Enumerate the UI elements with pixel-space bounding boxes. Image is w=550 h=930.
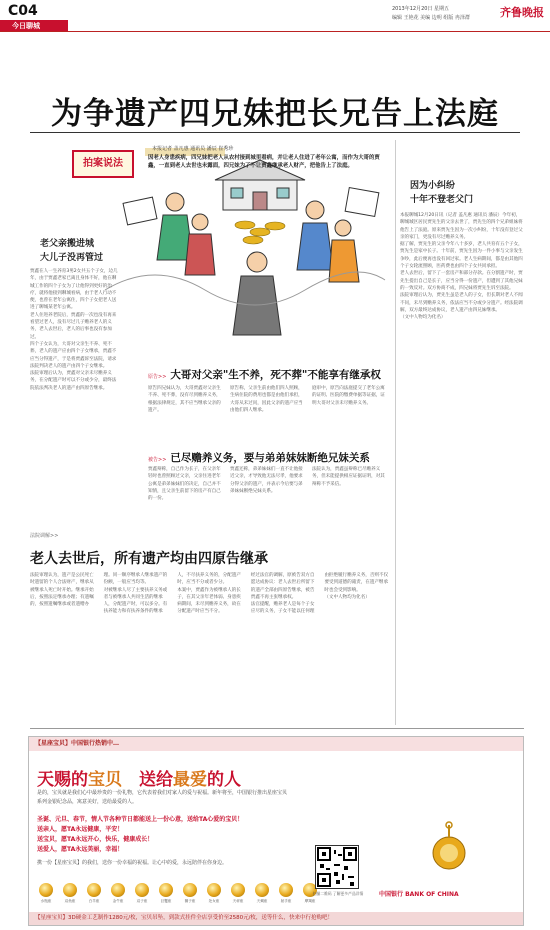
- left-subhead-1: 老父亲搬进城: [40, 239, 95, 249]
- case2-body: [148, 466, 388, 528]
- coins-drawing: [235, 221, 285, 244]
- product-item[interactable]: 金牛座: [107, 879, 129, 913]
- ad-title-c: 送给: [139, 770, 173, 790]
- bottom-paragraph: 法院审理认为，遗产是公民死亡时遗留的个人合法财产，继承从被继承人死亡时开始。继承开始后，按照法定继承办理；有遗嘱的，按照遗嘱继承或者遗赠办理。同一顺序继承人继承遗产的份额，一般应当均等。: [30, 573, 168, 608]
- zodiac-pendant-icon: [255, 883, 269, 897]
- case2-paragraph: 法院认为，贾鑫虽辩称已尽赡养义务，但未能提供相应证据证明，对其辩称不予采信。: [312, 467, 385, 487]
- right-subhead-2: 十年不登老父门: [410, 195, 474, 205]
- byline: 本报记者 盖凡惠 通讯员 潘辰 崔秀珍: [152, 146, 234, 152]
- product-item[interactable]: 摩羯座: [299, 879, 321, 913]
- column-badge: 拍案说法: [72, 150, 134, 178]
- bottom-note: （文中人物均为化名）: [324, 594, 370, 600]
- cartoon-illustration: [85, 140, 390, 345]
- ad-top-bar: 【星座宝贝】中国银行热销中…: [29, 737, 523, 751]
- right-paragraph: 法院审理后认为，贾先生虽是老人的子女，但长期对老人不闻不问，未尽到赡养义务，依法应当不分或少分遗产。经法院调解，双方最终达成协议，老人遗产由四兄妹继承。: [400, 293, 523, 313]
- zodiac-pendant-icon: [135, 883, 149, 897]
- left-paragraph: 法院审理后认为，贾鑫对父亲未尽赡养义务，在分配遗产时可以不分或少分，最终法院依法判决老人的遗产由四原告继承。: [30, 371, 117, 391]
- headline-rule: [30, 132, 520, 133]
- zodiac-pendant-icon: [207, 883, 221, 897]
- zodiac-pendant-icon: [87, 883, 101, 897]
- bottom-paragraph: 经过法官的调解，原被告双方自愿达成协议：老人去世后所留下的遗产全部由四原告继承，被告贾鑫不再主张继承权。: [250, 573, 315, 600]
- ad-bottom-strip: 【星座宝贝】3D硬金工艺制作1280元/枚，宝贝吊坠，到款式挂件全店享受价至2580元/枚，送等什么，快来中行抢购吧！: [29, 912, 523, 925]
- case1-paragraph: 庭审中，原告向法庭提交了老年公寓的证明、医院的缴费单据等证据，证明大哥对父亲未尽赡养义务。: [312, 386, 385, 406]
- right-paragraph: 据了解，贾先生的父亲今年八十多岁，老人共育有五个子女，贾先生是家中长子。十年前，贾先生因为一件小事与父亲发生争吵，此后便再也没有回过家。老人生病期间，都是由其他四个子女轮流照顾，医药费也由四个子女共同承担。: [400, 242, 523, 270]
- bottom-title: 老人去世后，所有遗产均由四原告继承: [30, 551, 268, 567]
- ad-red-list: [37, 815, 287, 855]
- ad-products: [35, 879, 335, 913]
- ad-foot: 携一份【星座宝贝】的我们，送你一份幸福的祝福。让心中的爱，永远陪伴在你身边。: [37, 860, 228, 866]
- left-paragraph: 四个子女认为，大哥对父亲生不养、死不葬，老人的遗产应由四个子女继承，贾鑫不应当分得遗产，于是将贾鑫诉至法院，请求法院判决老人的遗产由四个子女继承。: [30, 341, 117, 369]
- case1-title: 大哥对父亲"生不养，死不葬"不能享有继承权: [170, 369, 381, 381]
- figure-center: [233, 252, 281, 335]
- case1-banner: [148, 367, 381, 382]
- product-item[interactable]: 双子座: [131, 879, 153, 913]
- lead-paragraph: 因老人身患疾病，四兄妹把老人从农村接到城里看病，并让老人住进了老年公寓，而作为大哥的贾鑫，一直到老人去世也未露面，四兄妹为了不让贾鑫继承老人财产，把他告上了法庭。: [148, 155, 380, 169]
- bottom-paragraph: 法官提醒，赡养老人是每个子女应尽的义务，子女不能以任何理由拒绝履行赡养义务，否则不仅要受到道德的谴责，在遗产继承时也会受到影响。: [250, 573, 388, 615]
- product-item[interactable]: 双鱼座: [59, 879, 81, 913]
- bottom-body: [30, 572, 392, 722]
- gold-pendant-icon: [419, 819, 479, 879]
- advertisement[interactable]: [28, 736, 524, 926]
- ad-title-e: 的人: [207, 770, 241, 790]
- case2-paragraph: 贾鑫辩称，自己作为长子，在父亲年轻时也曾照顾过父亲，父亲住进老年公寓是弟弟妹妹们的决定，自己并不知情，且父亲生前留下的房产有自己的一份。: [148, 467, 221, 502]
- figures-left: [123, 193, 215, 275]
- product-item[interactable]: 水瓶座: [35, 879, 57, 913]
- ad-title-b: 宝贝: [88, 770, 122, 790]
- right-note: （文中人物均为化名）: [400, 315, 446, 321]
- case2-label: 被告>>: [148, 457, 167, 463]
- left-paragraph: 老人住进养老院后，贾鑫的一次也没有再来看望过老人，没有尽过儿子赡养老人的义务，老人去世后，老人的后事也没有参加过。: [30, 312, 117, 340]
- ad-title-a: 天赐的: [37, 770, 88, 790]
- zodiac-pendant-icon: [63, 883, 77, 897]
- zodiac-pendant-icon: [183, 883, 197, 897]
- product-item[interactable]: 巨蟹座: [155, 879, 177, 913]
- zodiac-pendant-icon: [39, 883, 53, 897]
- product-item[interactable]: 射手座: [275, 879, 297, 913]
- right-paragraph: 老人去世后，留下了一套房产和部分存款。在分割遗产时，贾先生提出自己是长子，应当分得一份遗产，但遭到了其他兄妹的一致反对。双方协商不成，四兄妹将贾先生诉至法院。: [400, 271, 523, 291]
- case2-banner: [148, 450, 370, 465]
- right-paragraph: 本报聊城12月20日讯（记者 盖凡惠 通讯员 潘辰）今年初，聊城城区居民贾先生的父亲去世了，贾先生的四个兄弟姐妹将他告上了法庭。原来贾先生因为一次小纠纷，十年没有登过父亲的家门，更没有尽过赡养义务。: [400, 213, 523, 240]
- product-item[interactable]: 狮子座: [179, 879, 201, 913]
- qr-code-icon[interactable]: [315, 845, 359, 889]
- ad-red-line: 送亲人，愿TA永远健康，平安！: [37, 826, 124, 833]
- left-subhead-2: 大儿子没再管过: [40, 253, 104, 263]
- bottom-paragraph: 本案中，贾鑫作为被继承人的长子，在其父亲年老体弱、身患疾病期间，未尽到赡养义务，故在分配遗产时应当不分。: [177, 587, 241, 615]
- edition-meta: [392, 5, 502, 23]
- editor-line: 编辑 王艳花 美编 边明 组版 冉泽群: [392, 15, 470, 21]
- case1-paragraph: 原告称，父亲生前由他们四人照顾，生病住院的费用也都是由他们承担，大哥从未过问，因此父亲的遗产应当由他们四人继承。: [230, 386, 303, 413]
- ad-divider: [30, 728, 524, 729]
- product-item[interactable]: 处女座: [203, 879, 225, 913]
- ad-red-line: 圣诞、元旦、春节，情人节各种节日都能送上一份心意，送给TA心爱的宝贝！: [37, 816, 244, 823]
- section-label: 今日聊城: [12, 22, 40, 30]
- page-number: C04: [8, 3, 38, 19]
- product-item[interactable]: 天秤座: [227, 879, 249, 913]
- headline: 为争遗产四兄妹把长兄告上法庭: [51, 96, 499, 132]
- ad-red-line: 送宝贝，愿TA永远开心，快乐，健康成长！: [37, 836, 154, 843]
- ad-title: [37, 765, 241, 790]
- header-rule: [0, 31, 550, 32]
- column-divider: [395, 140, 396, 725]
- zodiac-pendant-icon: [231, 883, 245, 897]
- date-line: 2013年12月20日 星期五: [392, 6, 450, 12]
- left-column-body: [30, 268, 120, 523]
- qr-label: 扫描二维码 了解更多产品详情: [312, 891, 364, 896]
- bank-logo: 中国银行 BANK OF CHINA: [379, 891, 459, 898]
- ad-body: 是的，宝贝就是我们心中最珍贵的一份礼物，它代表着我们对家人的爱与祝福。新年将至，中国银行推出星座宝贝系列金银纪念品，寓意美好，送给最爱的人。: [37, 790, 288, 805]
- right-subhead-1: 因为小纠纷: [410, 181, 456, 191]
- ad-title-d: 最爱: [173, 770, 207, 790]
- figures-right: [297, 188, 379, 282]
- case1-paragraph: 原告四兄妹认为，大哥贾鑫对父亲生不养、死不葬，没有尽到赡养义务，根据法律规定，其不应当继承父亲的遗产。: [148, 386, 221, 413]
- case1-label: 原告>>: [148, 374, 167, 380]
- zodiac-pendant-icon: [159, 883, 173, 897]
- bottom-paragraph: 对被继承人尽了主要扶养义务或者与被继承人共同生活的继承人，分配遗产时，可以多分。有扶养能力和有扶养条件的继承人，不尽扶养义务的，分配遗产时，应当不分或者少分。: [103, 573, 241, 615]
- zodiac-pendant-icon: [279, 883, 293, 897]
- zodiac-pendant-icon: [111, 883, 125, 897]
- left-paragraph: 贾鑫在人一生养育3男2女共五个子女，边几年，由于贾鑫老家已离且身体不好，他在聊城工作的四个子女为了让他得到更好的治疗，就将他接到聊城看病，由于老人行动不便，也曾在老年公寓住，四个子女把老人送进了聊城某老年公寓。: [30, 269, 118, 311]
- product-item[interactable]: 天蝎座: [251, 879, 273, 913]
- right-column-body: [400, 212, 524, 722]
- ad-red-line: 送爱人，愿TA永远美丽，幸福！: [37, 846, 124, 853]
- case2-paragraph: 贾鑫还称，弟弟妹妹们一直不让他接近父亲，才导致他无法尽孝，他要求分得父亲的遗产，并表示今后要与弟弟妹妹断绝兄妹关系。: [230, 467, 303, 494]
- case2-title: 已尽赡养义务，要与弟弟妹妹断绝兄妹关系: [170, 452, 370, 464]
- bottom-label: 法院调解>>: [30, 533, 59, 539]
- newspaper-logo: 齐鲁晚报: [500, 6, 544, 19]
- product-item[interactable]: 白羊座: [83, 879, 105, 913]
